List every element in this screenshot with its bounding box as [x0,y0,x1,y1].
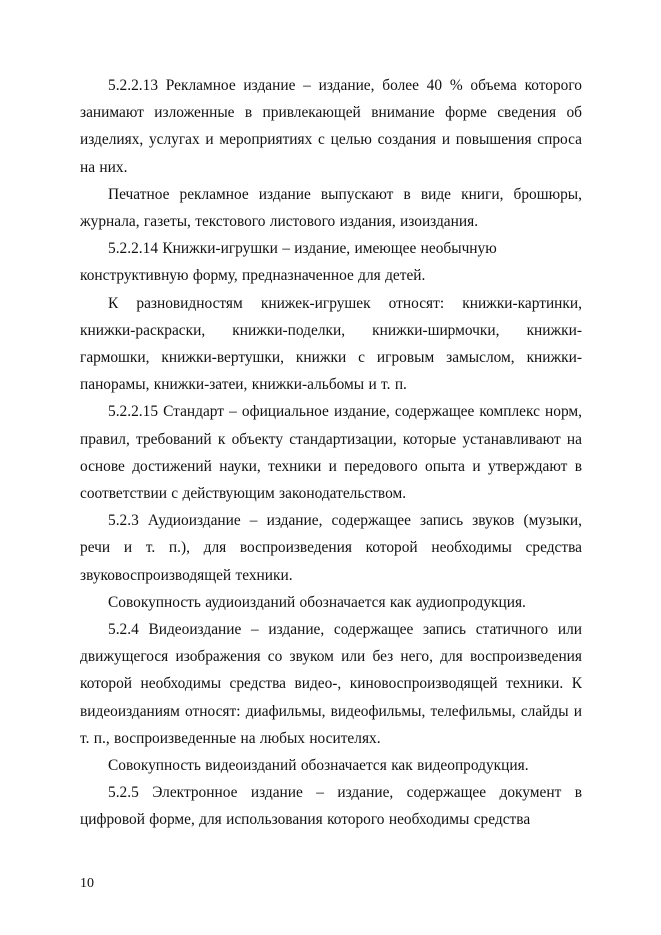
paragraph-electronic-edition: 5.2.5 Электронное издание – издание, содержащее документ в цифровой форме, для использования которого необходимы средства [80,784,582,829]
paragraph-toy-books: 5.2.2.14 Книжки-игрушки – издание, имеющее необычную конструктивную форму, предназначенное для детей. [80,240,497,285]
paragraph-video-edition: 5.2.4 Видеоиздание – издание, содержащее запись статичного или движущегося изображения со звуком или без него, для воспроизведения которой необходимы средства видео-, киновоспроизводящей техники. К видеоизданиям относят: диафильмы, видеофильмы, телефильмы, слайды и т. п., воспроизведенные на любых носителях. [80,621,582,747]
paragraph-standard: 5.2.2.15 Стандарт – официальное издание, содержащее комплекс норм, правил, требований к объекту стандартизации, которые устанавливают на основе достижений науки, техники и передового опыта и утверждают в соответствии с действующим законодательством. [80,403,582,503]
paragraph-audio-edition: 5.2.3 Аудиоиздание – издание, содержащее запись звуков (музыки, речи и т. п.), для воспроизведения которой необходимы средства звуковоспроизводящей техники. [80,512,582,584]
paragraph-toy-book-types: К разновидностям книжек-игрушек относят: книжки-картинки, книжки-раскраски, книжки-поделки, книжки-ширмочки, книжки-гармошки, книжки-вертушки, книжки с игровым замыслом, книжки-панорамы, книжки-затеи, книжки-альбомы и т. п. [80,294,582,394]
paragraph-printed-advertising: Печатное рекламное издание выпускают в виде книги, брошюры, журнала, газеты, текстового листового издания, изоиздания. [80,185,582,231]
paragraph-audio-products: Совокупность аудиоизданий обозначается как аудиопродукция. [108,593,526,611]
paragraph-video-products: Совокупность видеоизданий обозначается как видеопродукция. [108,757,529,775]
document-page [80,72,582,834]
page-number: 10 [80,876,94,891]
paragraph-advertising-edition: 5.2.2.13 Рекламное издание – издание, более 40 % объема которого занимают изложенные в привлекающей внимание форме сведения об изделиях, услугах и мероприятиях с целью создания и повышения спроса на них. [80,77,582,176]
